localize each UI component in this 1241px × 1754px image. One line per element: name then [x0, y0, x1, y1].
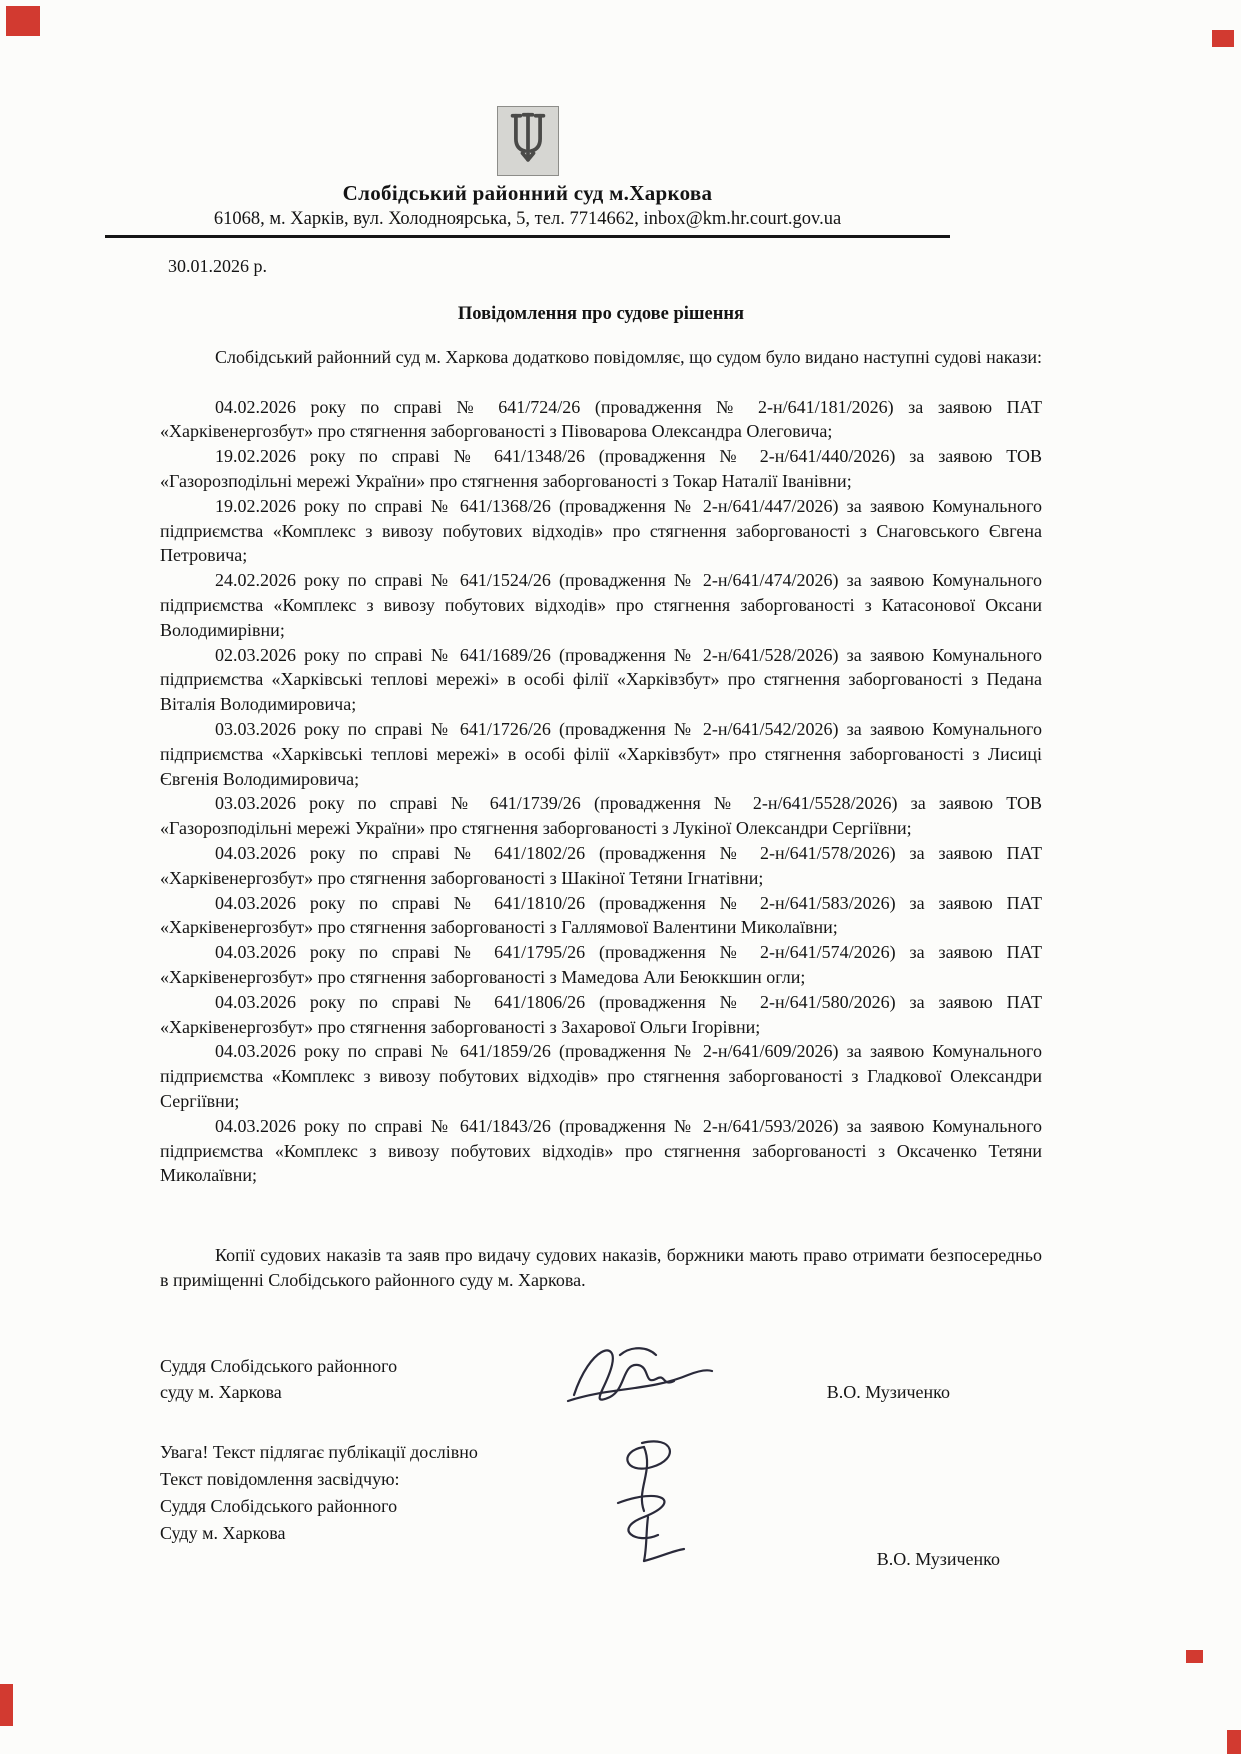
- court-order-paragraph: 04.03.2026 року по справі № 641/1859/26 (провадження № 2-н/641/609/2026) за заявою Комунального підприємства «Комплекс з вивозу побутових відходів» про стягнення заборгованості з Гладкової Олександри Сергіївни;: [160, 1041, 1042, 1111]
- attestation-line1: Увага! Текст підлягає публікації дослівно: [160, 1441, 478, 1462]
- court-order-paragraph: 03.03.2026 року по справі № 641/1739/26 (провадження № 2-н/641/5528/2026) за заявою ТОВ «Газорозподільні мережі України» про стягнення заборгованості з Лукіної Олександри Сергіївни;: [160, 793, 1042, 839]
- document-title: Повідомлення про судове рішення: [457, 304, 745, 324]
- intro-paragraph: Слобідський районний суд м. Харкова додатково повідомляє, що судом було видано наступні судові накази:: [215, 346, 1042, 367]
- court-order-paragraph: 04.03.2026 року по справі № 641/1806/26 (провадження № 2-н/641/580/2026) за заявою ПАТ «Харківенергозбут» про стягнення заборгованості з Захарової Ольги Ігорівни;: [160, 991, 1042, 1037]
- court-order-paragraph: 04.03.2026 року по справі № 641/1843/26 (провадження № 2-н/641/593/2026) за заявою Комунального підприємства «Комплекс з вивозу побутових відходів» про стягнення заборгованості з Оксаченко Тетяни Миколаївни;: [160, 1115, 1042, 1186]
- judge-role-line2: суду м. Харкова: [160, 1381, 282, 1402]
- court-order-paragraph: 04.02.2026 року по справі № 641/724/26 (провадження № 2-н/641/181/2026) за заявою ПАТ «Харківенергозбут» про стягнення заборгованості з Півоварова Олександра Олеговича;: [160, 396, 1042, 442]
- court-name: Слобідський районний суд м.Харкова: [342, 181, 713, 205]
- court-orders-list: [160, 395, 1042, 1189]
- attestation-line4: Суду м. Харкова: [160, 1522, 286, 1543]
- signature-scribble: [560, 1335, 720, 1413]
- attestation-line3: Суддя Слобідського районного: [160, 1495, 398, 1516]
- scan-corner-mark: [6, 6, 40, 36]
- judge-role-line1: Суддя Слобідського районного: [160, 1355, 398, 1376]
- court-order-paragraph: 04.03.2026 року по справі № 641/1802/26 (провадження № 2-н/641/578/2026) за заявою ПАТ «Харківенергозбут» про стягнення заборгованості з Шакіної Тетяни Ігнатівни;: [160, 842, 1042, 888]
- court-order-paragraph: 04.03.2026 року по справі № 641/1795/26 (провадження № 2-н/641/574/2026) за заявою ПАТ «Харківенергозбут» про стягнення заборгованості з Мамедова Али Беюккшин огли;: [160, 942, 1042, 987]
- judge-name: В.О. Музиченко: [826, 1381, 950, 1402]
- court-order-paragraph: 04.03.2026 року по справі № 641/1810/26 (провадження № 2-н/641/583/2026) за заявою ПАТ «Харківенергозбут» про стягнення заборгованості з Галлямової Валентини Миколаївни;: [160, 892, 1042, 938]
- court-order-paragraph: 02.03.2026 року по справі № 641/1689/26 (провадження № 2-н/641/528/2026) за заявою Комунального підприємства «Харківські теплові мережі» в особі філії «Харківзбут» про стягнення заборгованості з Педана Віталія Володимировича;: [160, 644, 1042, 715]
- document-date: 30.01.2026 р.: [168, 256, 267, 276]
- signature-scribble: [580, 1433, 710, 1568]
- scan-corner-mark: [1227, 1730, 1241, 1754]
- document-body: [160, 302, 1042, 1574]
- closing-paragraph: Копії судових наказів та заяв про видачу судових наказів, боржники мають право отримати безпосередньо в приміщенні Слобідського районного суду м. Харкова.: [160, 1245, 1042, 1290]
- coat-of-arms-trident-icon: [497, 106, 559, 176]
- court-order-paragraph: 19.02.2026 року по справі № 641/1368/26 (провадження № 2-н/641/447/2026) за заявою Комунального підприємства «Комплекс з вивозу побутових відходів» про стягнення заборгованості з Снаговського Євгена Петровича;: [160, 495, 1042, 566]
- scan-corner-mark: [1186, 1650, 1203, 1663]
- court-order-paragraph: 03.03.2026 року по справі № 641/1726/26 (провадження № 2-н/641/542/2026) за заявою Комунального підприємства «Харківські теплові мережі» в особі філії «Харківзбут» про стягнення заборгованості з Лисиці Євгенія Володимировича;: [160, 718, 1042, 789]
- court-order-paragraph: 24.02.2026 року по справі № 641/1524/26 (провадження № 2-н/641/474/2026) за заявою Комунального підприємства «Комплекс з вивозу побутових відходів» про стягнення заборгованості з Катасонової Оксани Володимирівни;: [160, 570, 1042, 640]
- attestation-block: [160, 1439, 1042, 1574]
- scan-corner-mark: [0, 1684, 13, 1726]
- court-address: 61068, м. Харків, вул. Холодноярська, 5, тел. 7714662, inbox@km.hr.court.gov.ua: [213, 209, 842, 229]
- judge-signature-block: [160, 1335, 1042, 1405]
- letterhead: [105, 106, 950, 238]
- court-order-paragraph: 19.02.2026 року по справі № 641/1348/26 (провадження № 2-н/641/440/2026) за заявою ТОВ «Газорозподільні мережі України» про стягнення заборгованості з Токар Наталії Іванівни;: [160, 446, 1042, 491]
- scan-corner-mark: [1212, 30, 1234, 47]
- judge-role: [160, 1353, 460, 1405]
- judge-name: В.О. Музиченко: [876, 1548, 1000, 1569]
- attestation-line2: Текст повідомлення засвідчую:: [160, 1468, 400, 1489]
